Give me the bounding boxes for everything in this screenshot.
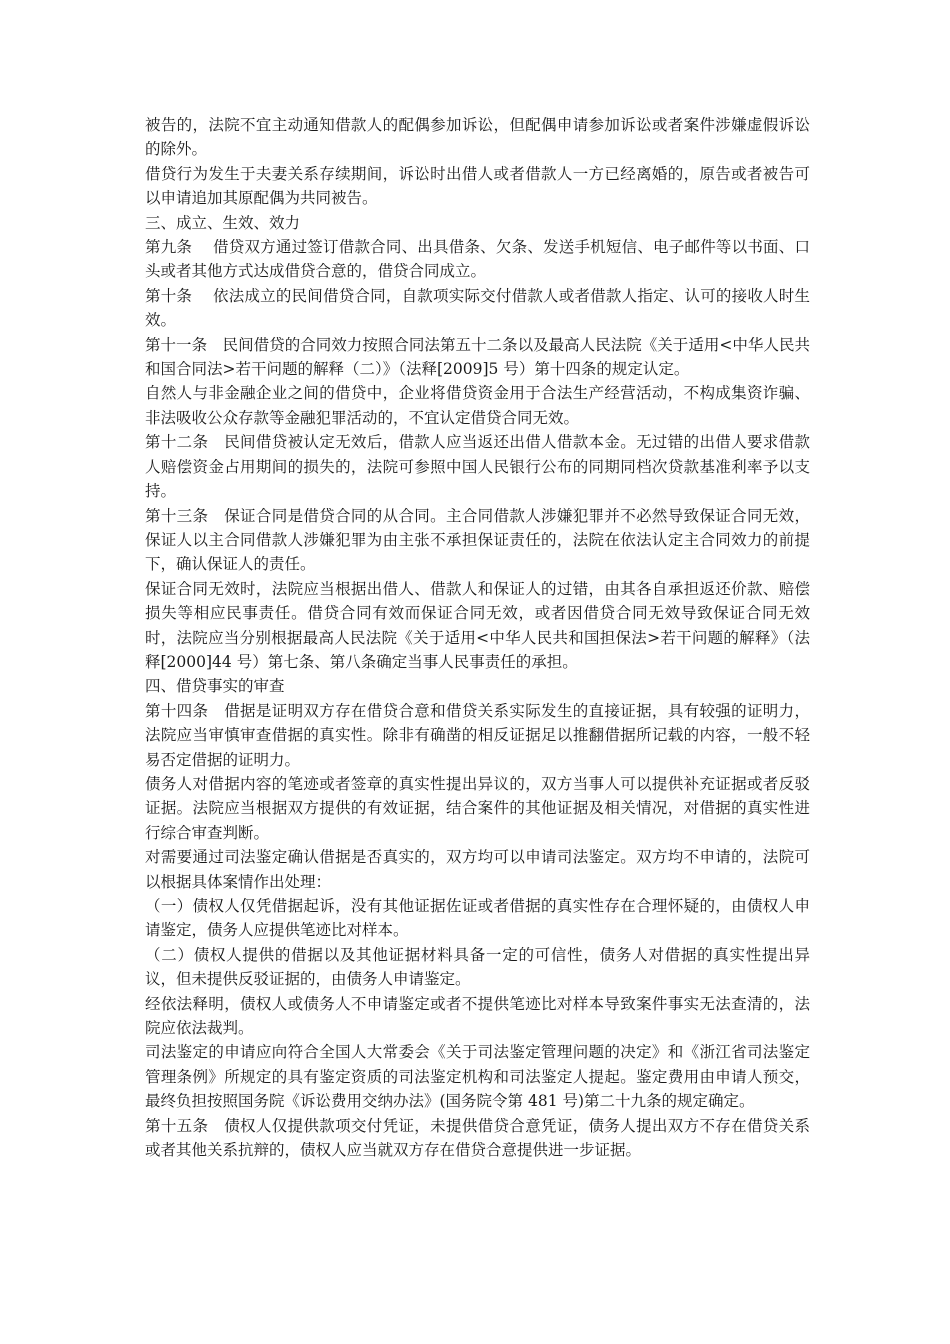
paragraph-explanation: 经依法释明，债权人或债务人不申请鉴定或者不提供笔迹比对样本导致案件事实无法查清的，法院应依法裁判。 <box>145 994 810 1038</box>
paragraph-item-2: （二）债权人提供的借据以及其他证据材料具备一定的可信性，债务人对借据的真实性提出异议，但未提供反驳证据的，由债务人申请鉴定。 <box>145 945 810 989</box>
paragraph-item-1: （一）债权人仅凭借据起诉，没有其他证据佐证或者借据的真实性存在合理怀疑的，由债权人申请鉴定，债务人应提供笔迹比对样本。 <box>145 897 810 940</box>
article-12: 第十二条 民间借贷被认定无效后，借款人应当返还出借人借款本金。无过错的出借人要求借款人赔偿资金占用期间的损失的，法院可参照中国人民银行公布的同期同档次贷款基准利率予以支持。 <box>145 433 810 501</box>
article-15: 第十五条 债权人仅提供款项交付凭证，未提供借贷合意凭证，债务人提出双方不存在借贷关系或者其他关系抗辩的，债权人应当就双方存在借贷合意提供进一步证据。 <box>145 1116 810 1160</box>
paragraph-appraisal-application: 司法鉴定的申请应向符合全国人大常委会《关于司法鉴定管理问题的决定》和《浙江省司法鉴定管理条例》所规定的具有鉴定资质的司法鉴定机构和司法鉴定人提起。鉴定费用由申请人预交，最终负担按照国务院《诉讼费用交纳办法》(国务院令第 481 号)第二十九条的规定确定。 <box>145 1043 810 1111</box>
paragraph-guarantee-invalid: 保证合同无效时，法院应当根据出借人、借款人和保证人的过错，由其各自承担返还价款、赔偿损失等相应民事责任。借贷合同有效而保证合同无效，或者因借贷合同无效导致保证合同无效时，法院应当分别根据最高人民法院《关于适用<中华人民共和国担保法>若干问题的解释》（法释[2000]44 号）第七条、第八条确定当事人民事责任的承担。 <box>145 579 810 671</box>
article-9: 第九条 借贷双方通过签订借款合同、出具借条、欠条、发送手机短信、电子邮件等以书面、口头或者其他方式达成借贷合意的，借贷合同成立。 <box>145 238 810 281</box>
article-10: 第十条 依法成立的民间借贷合同，自款项实际交付借款人或者借款人指定、认可的接收人时生效。 <box>145 286 810 330</box>
paragraph-spouse-litigation: 被告的，法院不宜主动通知借款人的配偶参加诉讼，但配偶申请参加诉讼或者案件涉嫌虚假诉讼的除外。 <box>145 116 810 159</box>
section-heading-review: 四、借贷事实的审查 <box>145 677 285 696</box>
paragraph-enterprise-lending: 自然人与非金融企业之间的借贷中，企业将借贷资金用于合法生产经营活动，不构成集资诈骗、非法吸收公众存款等金融犯罪活动的，不宜认定借贷合同无效。 <box>145 384 810 427</box>
paragraph-handwriting-objection: 债务人对借据内容的笔迹或者签章的真实性提出异议的，双方当事人可以提供补充证据或者反驳证据。法院应当根据双方提供的有效证据，结合案件的其他证据及相关情况，对借据的真实性进行综合审查判断。 <box>145 774 810 842</box>
paragraph-judicial-appraisal: 对需要通过司法鉴定确认借据是否真实的，双方均可以申请司法鉴定。双方均不申请的，法院可以根据具体案情作出处理： <box>145 848 810 891</box>
article-14: 第十四条 借据是证明双方存在借贷合意和借贷关系实际发生的直接证据，具有较强的证明力，法院应当审慎审查借据的真实性。除非有确凿的相反证据足以推翻借据所记载的内容，一般不轻易否定借据的证明力。 <box>145 701 810 769</box>
paragraph-divorced-defendant: 借贷行为发生于夫妻关系存续期间，诉讼时出借人或者借款人一方已经离婚的，原告或者被告可以申请追加其原配偶为共同被告。 <box>145 164 810 208</box>
document-page <box>145 113 810 1162</box>
article-11: 第十一条 民间借贷的合同效力按照合同法第五十二条以及最高人民法院《关于适用<中华人民共和国合同法>若干问题的解释（二）》（法释[2009]5 号）第十四条的规定认定。 <box>145 335 810 379</box>
article-13: 第十三条 保证合同是借贷合同的从合同。主合同借款人涉嫌犯罪并不必然导致保证合同无效，保证人以主合同借款人涉嫌犯罪为由主张不承担保证责任的，法院在依法认定主合同效力的前提下，确认保证人的责任。 <box>145 506 810 574</box>
section-heading-formation: 三、成立、生效、效力 <box>145 213 301 232</box>
